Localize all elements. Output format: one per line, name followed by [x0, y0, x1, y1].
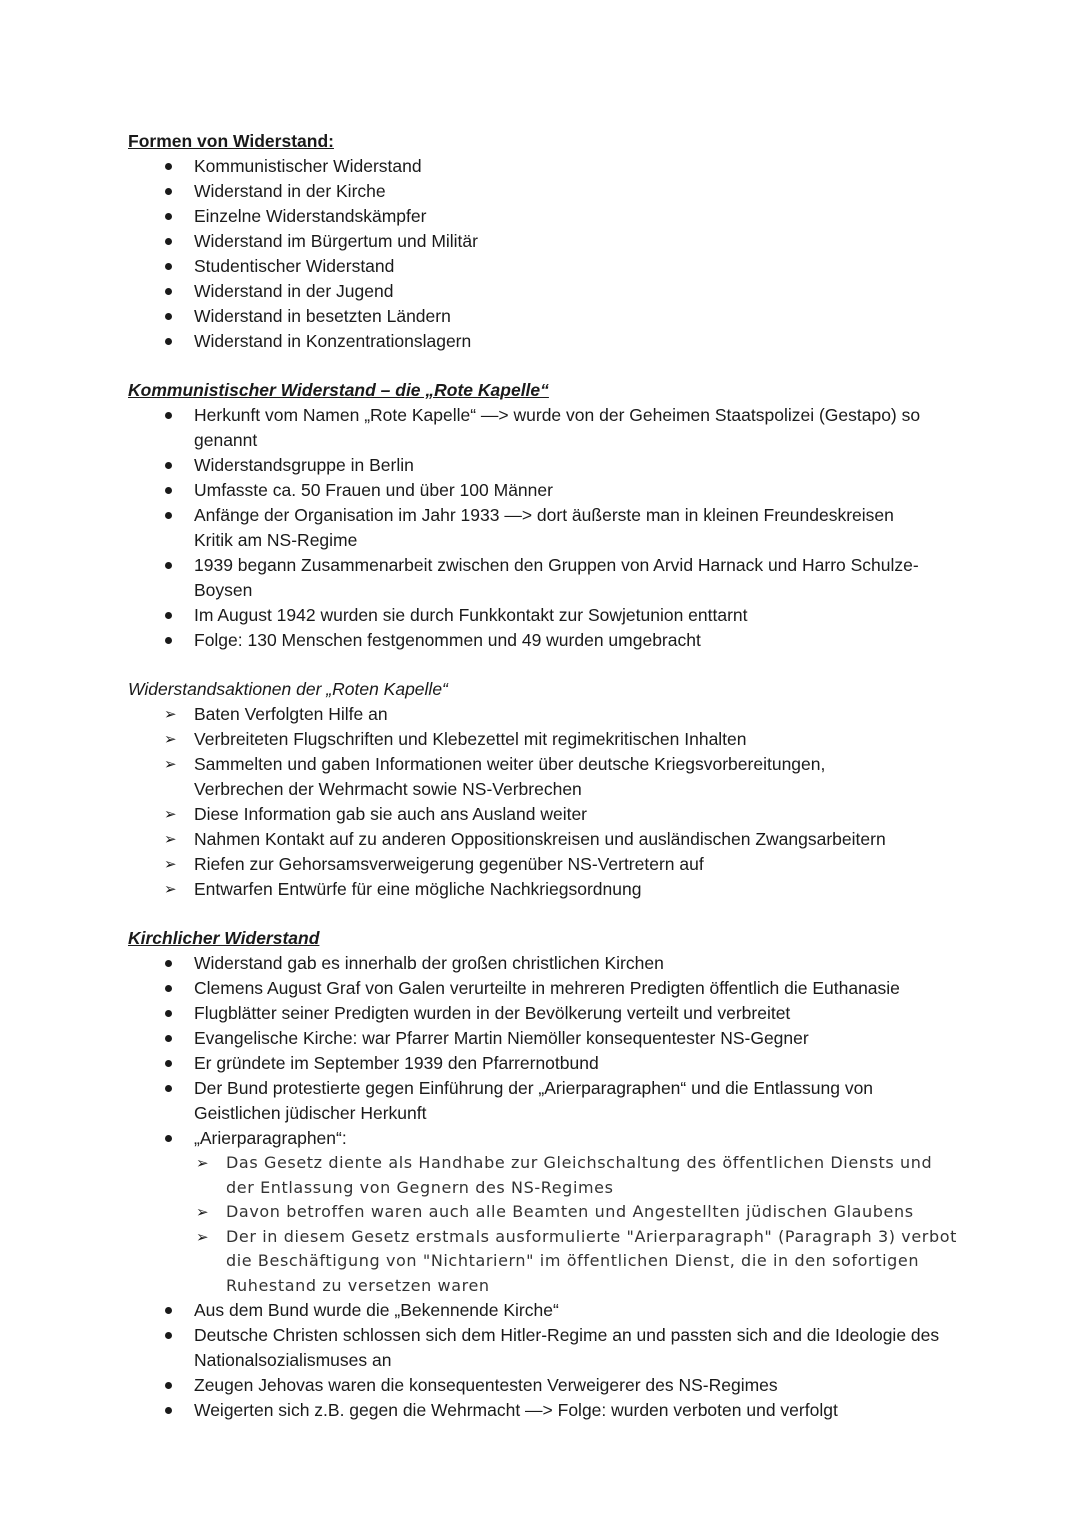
list-item: Einzelne Widerstandskämpfer [128, 204, 958, 229]
list-item [128, 827, 958, 852]
list-item: Widerstandsgruppe in Berlin [128, 453, 958, 478]
list-item-text: Nahmen Kontakt auf zu anderen Oppositionskreisen und ausländischen Zwangsarbeitern [194, 829, 886, 849]
arrow-bullet-icon: ➢ [196, 1227, 210, 1246]
list-item: Herkunft vom Namen „Rote Kapelle“ —> wurde von der Geheimen Staatspolizei (Gestapo) so genannt [128, 403, 958, 453]
list-item-text: Der in diesem Gesetz erstmals ausformulierte "Arierparagraph" (Paragraph 3) verbot die Beschäftigung von "Nichtariern" im öffentlichen Dienst, die in den sofortigen Ruhestand zu versetzen waren [226, 1226, 957, 1295]
list-item: Widerstand in besetzten Ländern [128, 304, 958, 329]
list-item: Zeugen Jehovas waren die konsequentesten Verweigerer des NS-Regimes [128, 1373, 958, 1398]
list-item: Weigerten sich z.B. gegen die Wehrmacht —> Folge: wurden verboten und verfolgt [128, 1398, 958, 1423]
list-item: Clemens August Graf von Galen verurteilte in mehreren Predigten öffentlich die Euthanasie [128, 976, 958, 1001]
list-item [128, 852, 958, 877]
nested-list-item [128, 1151, 958, 1200]
list-item: Im August 1942 wurden sie durch Funkkontakt zur Sowjetunion enttarnt [128, 603, 958, 628]
list-item-text: Das Gesetz diente als Handhabe zur Gleichschaltung des öffentlichen Diensts und der Entlassung von Gegnern des NS-Regimes [226, 1153, 933, 1197]
list-item-text: Diese Information gab sie auch ans Ausland weiter [194, 804, 588, 824]
arrow-bullet-icon: ➢ [164, 806, 177, 823]
list-item: Flugblätter seiner Predigten wurden in der Bevölkerung verteilt und verbreitet [128, 1001, 958, 1026]
list-item: Umfasste ca. 50 Frauen und über 100 Männer [128, 478, 958, 503]
nested-list-item [128, 1200, 958, 1225]
list-item: Er gründete im September 1939 den Pfarrernotbund [128, 1051, 958, 1076]
section-widerstandsaktionen [128, 677, 958, 902]
nested-list-item [128, 1225, 958, 1299]
section-rote-kapelle [128, 378, 958, 653]
list-item-text: Verbreiteten Flugschriften und Klebezettel mit regimekritischen Inhalten [194, 729, 747, 749]
section-formen [128, 129, 958, 354]
list-item: Widerstand gab es innerhalb der großen christlichen Kirchen [128, 951, 958, 976]
list-item: Studentischer Widerstand [128, 254, 958, 279]
list-item: Der Bund protestierte gegen Einführung der „Arierparagraphen“ und die Entlassung von Geistlichen jüdischer Herkunft [128, 1076, 958, 1126]
section-heading: Widerstandsaktionen der „Roten Kapelle“ [128, 679, 448, 699]
arrow-bullet-icon: ➢ [196, 1154, 210, 1172]
list-item: Deutsche Christen schlossen sich dem Hitler-Regime an und passten sich and die Ideologie des Nationalsozialismuses an [128, 1323, 958, 1373]
section-heading: Kirchlicher Widerstand [128, 928, 320, 948]
bullet-list [128, 154, 958, 354]
section-heading: Formen von Widerstand: [128, 131, 334, 151]
arrow-bullet-icon: ➢ [164, 731, 177, 748]
list-item-text: Riefen zur Gehorsamsverweigerung gegenüber NS-Vertretern auf [194, 854, 704, 874]
list-item-text: Davon betroffen waren auch alle Beamten und Angestellten jüdischen Glaubens [226, 1202, 914, 1221]
list-item: Aus dem Bund wurde die „Bekennende Kirche“ [128, 1298, 958, 1323]
list-item [128, 802, 958, 827]
bullet-list [128, 951, 958, 1423]
list-item: Widerstand im Bürgertum und Militär [128, 229, 958, 254]
list-item [128, 702, 958, 727]
list-item: Kommunistischer Widerstand [128, 154, 958, 179]
arrow-bullet-icon: ➢ [196, 1203, 210, 1221]
list-item [128, 877, 958, 902]
list-item: Widerstand in der Jugend [128, 279, 958, 304]
list-item: Evangelische Kirche: war Pfarrer Martin Niemöller konsequentester NS-Gegner [128, 1026, 958, 1051]
arrow-bullet-icon: ➢ [164, 831, 177, 848]
list-item-text: Sammelten und gaben Informationen weiter über deutsche Kriegsvorbereitungen, Verbrechen der Wehrmacht sowie NS-Verbrechen [194, 754, 826, 799]
section-heading: Kommunistischer Widerstand – die „Rote Kapelle“ [128, 380, 549, 400]
arrow-bullet-icon: ➢ [164, 706, 177, 723]
nested-label: „Arierparagraphen“: [194, 1128, 347, 1148]
list-item [128, 727, 958, 752]
list-item: Widerstand in der Kirche [128, 179, 958, 204]
nested-arrow-list [128, 1151, 958, 1298]
bullet-list [128, 403, 958, 653]
list-item [128, 752, 958, 802]
arrow-bullet-icon: ➢ [164, 881, 177, 898]
arrow-bullet-icon: ➢ [164, 756, 177, 773]
section-kirchlicher-widerstand [128, 926, 958, 1423]
list-item-nested [128, 1126, 958, 1298]
arrow-list [128, 702, 958, 902]
document-page [128, 129, 958, 1447]
list-item: 1939 begann Zusammenarbeit zwischen den Gruppen von Arvid Harnack und Harro Schulze-Boysen [128, 553, 958, 603]
list-item-text: Baten Verfolgten Hilfe an [194, 704, 388, 724]
list-item: Folge: 130 Menschen festgenommen und 49 wurden umgebracht [128, 628, 958, 653]
list-item: Anfänge der Organisation im Jahr 1933 —> dort äußerste man in kleinen Freundeskreisen Kritik am NS-Regime [128, 503, 958, 553]
list-item: Widerstand in Konzentrationslagern [128, 329, 958, 354]
list-item-text: Entwarfen Entwürfe für eine mögliche Nachkriegsordnung [194, 879, 642, 899]
arrow-bullet-icon: ➢ [164, 856, 177, 873]
